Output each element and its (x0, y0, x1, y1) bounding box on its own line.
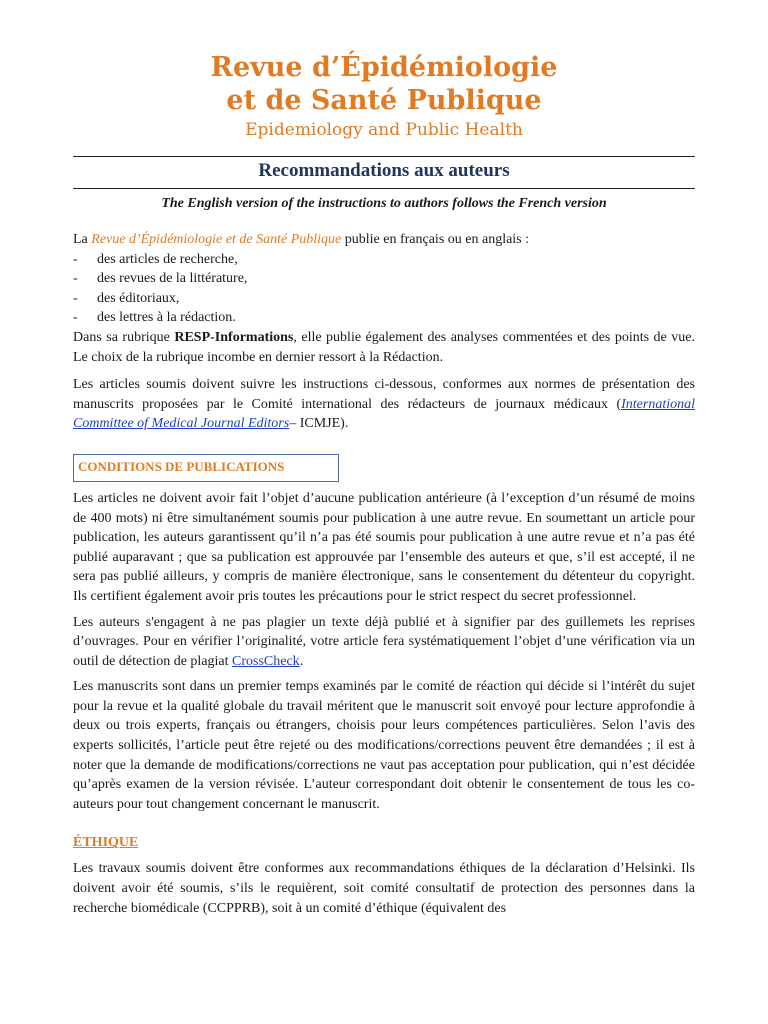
list-item-text: des lettres à la rédaction. (97, 310, 236, 326)
article-types-list (73, 250, 695, 328)
page-title: Recommandations aux auteurs (258, 160, 510, 181)
rubrique-prefix: Dans sa rubrique (73, 329, 175, 345)
intro-paragraph (73, 230, 695, 250)
intro-suffix: publie en français ou en anglais : (341, 232, 530, 247)
journal-name: Revue d’Épidémiologie et de Santé Publique (91, 232, 342, 247)
plagiarism-text-end: . (299, 653, 304, 669)
guidelines-paragraph (73, 375, 695, 434)
rubrique-suffix: , elle publie également des analyses commentées et des points de vue. Le choix de la rubrique incombe en dernier ressort à la Rédaction. (73, 329, 695, 365)
guidelines-text: Les articles soumis doivent suivre les instructions ci-dessous, conformes aux normes de présentation des manuscrits proposées par le Comité international des rédacteurs de journaux médicaux ( (73, 377, 695, 412)
ethique-heading: ÉTHIQUE (73, 835, 139, 851)
crosscheck-link[interactable]: CrossCheck (232, 653, 300, 669)
list-dash: - (73, 310, 78, 326)
journal-subtitle: Epidemiology and Public Health (245, 120, 523, 140)
guidelines-text-end: – ICMJE). (289, 416, 349, 432)
list-item (73, 308, 695, 328)
intro-prefix: La (73, 232, 92, 247)
list-item (73, 289, 695, 309)
rubrique-paragraph (73, 328, 695, 367)
title-divider (73, 188, 695, 189)
journal-title-line2: et de Santé Publique (226, 85, 542, 116)
rubrique-name: RESP-Informations (174, 329, 294, 345)
top-divider (73, 156, 695, 157)
list-item (73, 250, 695, 270)
ethique-paragraph-1: Les travaux soumis doivent être conformes aux recommandations éthiques de la déclaration d’Helsinki. Ils doivent avoir été soumis, s’ils le requièrent, soit comité consultatif de protection des personnes dans la recherche biomédicale (CCPPRB), soit à un comité d’éthique (équivalent des (73, 861, 695, 916)
conditions-heading: CONDITIONS DE PUBLICATIONS (73, 454, 339, 482)
icmje-link[interactable]: International Committee of Medical Journal Editors (73, 396, 695, 432)
list-item (73, 269, 695, 289)
list-item-text: des éditoriaux, (97, 290, 180, 306)
list-item-text: des revues de la littérature, (97, 271, 248, 287)
list-dash: - (73, 271, 78, 287)
conditions-paragraph-1: Les articles ne doivent avoir fait l’objet d’aucune publication antérieure (à l’exception d’un résumé de moins de 400 mots) ni être simultanément soumis pour publication à une autre revue. En soumettant un article pour publication, les auteurs garantissent qu’il n’a pas été soumis pour publication à une autre revue et n’a pas été publié auparavant ; que sa publication est approuvée par l’ensemble des auteurs et que, s’il est accepté, il ne sera pas publié ailleurs, y compris de manière électronique, sans le consentement du détenteur du copyright. Ils certifient également avoir pris toutes les précautions pour le strict respect du secret professionnel. (73, 490, 695, 604)
list-dash: - (73, 251, 78, 267)
plagiarism-text: Les auteurs s'engagent à ne pas plagier un texte déjà publié et à signifier par des guillemets les reprises d’ouvrages. Pour en vérifier l’originalité, votre article fera systématiquement l’objet d’une vérification via un outil de détection de plagiat (73, 614, 695, 669)
conditions-paragraph-2 (73, 613, 695, 672)
english-version-note: The English version of the instructions to authors follows the French version (161, 196, 607, 211)
conditions-paragraph-3: Les manuscrits sont dans un premier temps examinés par le comité de réaction qui décide si l’intérêt du sujet pour la revue et la qualité globale du travail méritent que le manuscrit soit envoyé pour lecture approfondie à deux ou trois experts, français ou étrangers, choisis pour leurs compétences particulières. Selon l’avis des experts sollicités, l’article peut être rejeté ou des modifications/corrections peuvent être demandées ; il est à noter que la demande de modifications/corrections ne vaut pas acceptation pour publication, qui n’est décidée qu’après examen de la version révisée. L’auteur correspondant doit obtenir le consentement de tous les co-auteurs pour tout changement concernant le manuscrit. (73, 679, 695, 812)
list-item-text: des articles de recherche, (97, 251, 238, 267)
document-page (73, 0, 695, 918)
journal-title-line1: Revue d’Épidémiologie (210, 52, 558, 83)
list-dash: - (73, 290, 78, 306)
